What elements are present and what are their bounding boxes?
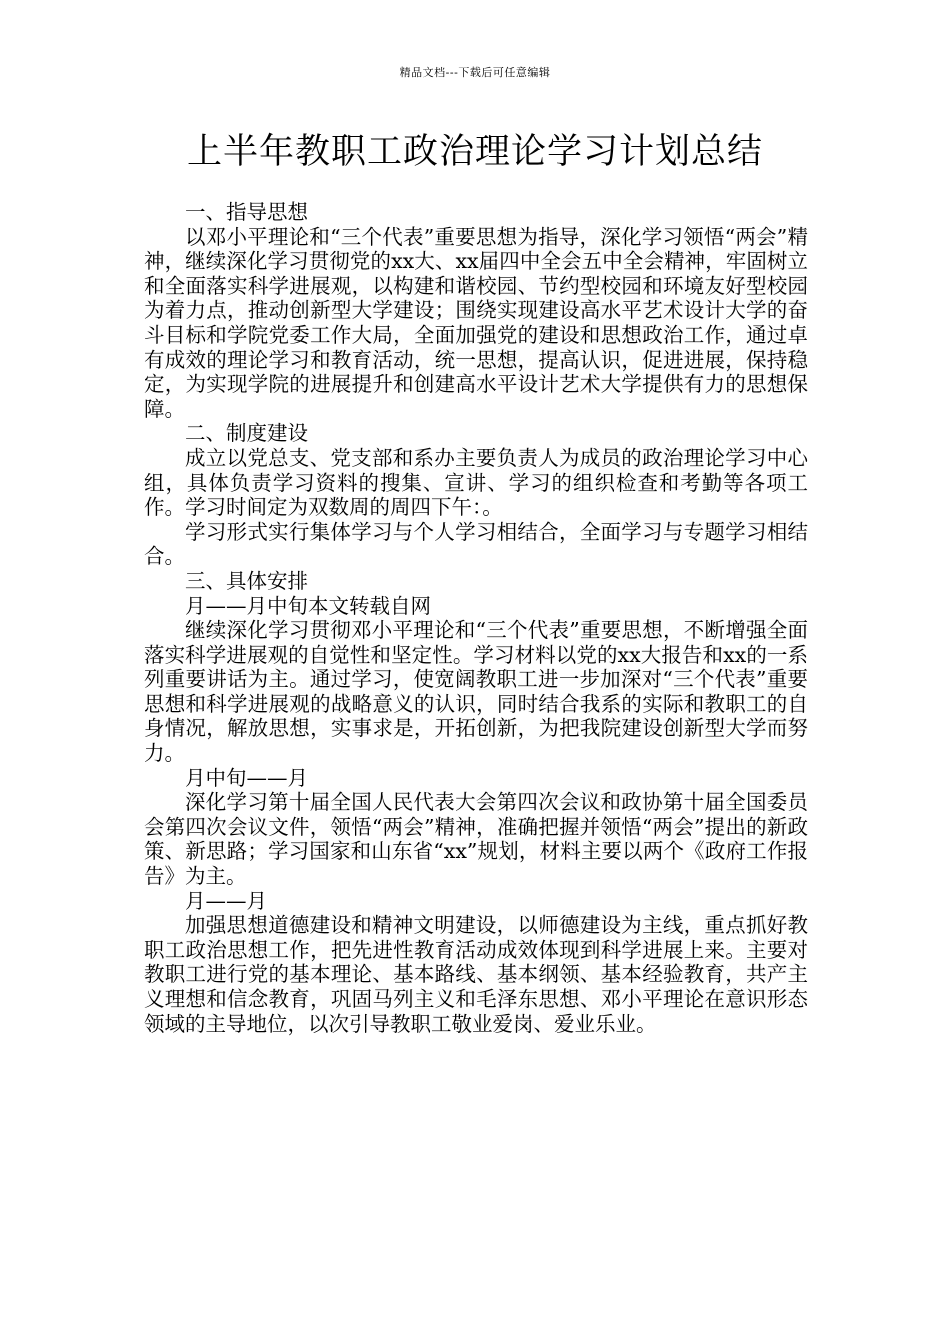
- paragraph-period-1: 继续深化学习贯彻邓小平理论和“三个代表”重要思想，不断增强全面落实科学进展观的自觉性和坚定性。学习材料以党的xx大报告和xx的一系列重要讲话为主。通过学习，使宽阔教职工进一步加深对“三个代表”重要思想和科学进展观的战略意义的认识，同时结合我系的实际和教职工的自身情况，解放思想，实事求是，开拓创新，为把我院建设创新型大学而努力。: [144, 618, 808, 766]
- document-body: [144, 200, 808, 1036]
- paragraph-period-3: 加强思想道德建设和精神文明建设，以师德建设为主线，重点抓好教职工政治思想工作，把先进性教育活动成效体现到科学进展上来。主要对教职工进行党的基本理论、基本路线、基本纲领、基本经验教育，共产主义理想和信念教育，巩固马列主义和毛泽东思想、邓小平理论在意识形态领域的主导地位，以次引导教职工敬业爱岗、爱业乐业。: [144, 913, 808, 1036]
- section-heading-guiding-ideology: 一、指导思想: [185, 200, 308, 224]
- paragraph-guiding-ideology: 以邓小平理论和“三个代表”重要思想为指导，深化学习领悟“两会”精神，继续深化学习贯彻党的xx大、xx届四中全会五中全会精神，牢固树立和全面落实科学进展观，以构建和谐校园、节约型校园和环境友好型校园为着力点，推动创新型大学建设；围绕实现建设高水平艺术设计大学的奋斗目标和学院党委工作大局，全面加强党的建设和思想政治工作，通过卓有成效的理论学习和教育活动，统一思想，提高认识，促进进展，保持稳定，为实现学院的进展提升和创建高水平设计艺术大学提供有力的思想保障。: [144, 224, 808, 421]
- section-heading-system-building: 二、制度建设: [185, 421, 308, 446]
- period-heading-1: 月——月中旬本文转载自网: [185, 593, 431, 618]
- document-title: 上半年教职工政治理论学习计划总结: [186, 132, 763, 172]
- paragraph-study-format: 学习形式实行集体学习与个人学习相结合，全面学习与专题学习相结合。: [144, 519, 808, 569]
- section-heading-arrangements: 三、具体安排: [185, 568, 308, 593]
- paragraph-study-group: 成立以党总支、党支部和系办主要负责人为成员的政治理论学习中心组，具体负责学习资料的搜集、宣讲、学习的组织检查和考勤等各项工作。学习时间定为双数周的周四下午：。: [144, 445, 808, 520]
- period-heading-2: 月中旬——月: [185, 765, 308, 790]
- header-note: 精品文档---下载后可任意编辑: [399, 66, 551, 79]
- period-heading-3: 月——月: [185, 888, 267, 913]
- paragraph-period-2: 深化学习第十届全国人民代表大会第四次会议和政协第十届全国委员会第四次会议文件，领悟“两会”精神，准确把握并领悟“两会”提出的新政策、新思路；学习国家和山东省“xx”规划，材料主要以两个《政府工作报告》为主。: [144, 790, 808, 889]
